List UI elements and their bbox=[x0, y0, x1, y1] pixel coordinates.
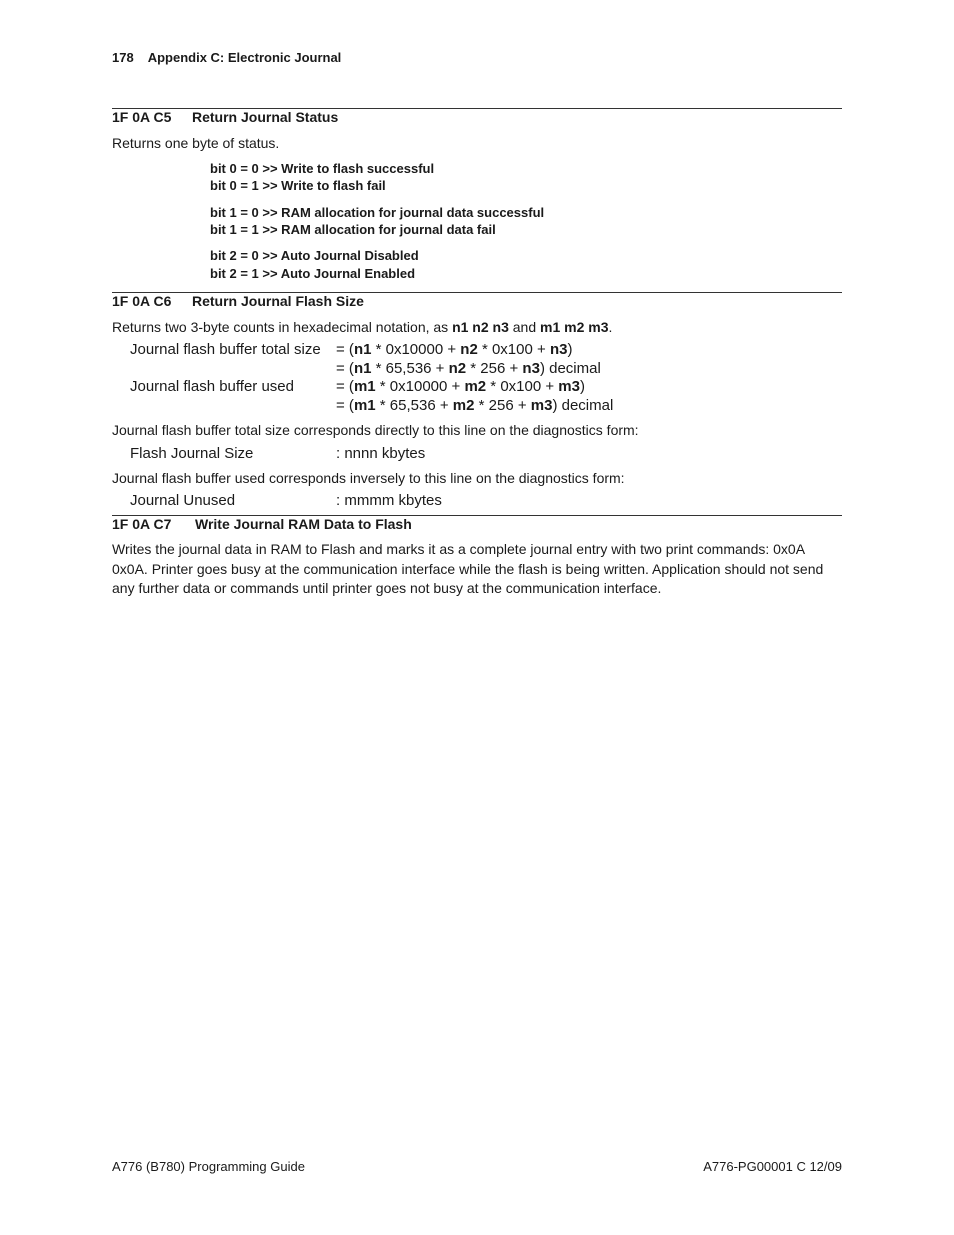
header-section: Appendix C: Electronic Journal bbox=[147, 50, 342, 65]
section-title: Return Journal Status bbox=[192, 109, 339, 125]
command-code: 1F 0A C7 bbox=[112, 516, 172, 532]
bit-status-line: bit 1 = 0 >> RAM allocation for journal data successful bbox=[210, 205, 545, 220]
bit-status-line: bit 1 = 1 >> RAM allocation for journal data fail bbox=[210, 222, 496, 237]
section-heading-c5 bbox=[112, 109, 338, 125]
section-description: Returns one byte of status. bbox=[112, 135, 280, 151]
journal-unused-label: Journal Unused bbox=[130, 492, 236, 509]
bit-status-line: bit 2 = 0 >> Auto Journal Disabled bbox=[210, 248, 419, 263]
formula-used-hex: = (m1 * 0x10000 + m2 * 0x100 + m3) bbox=[336, 378, 585, 395]
used-note: Journal flash buffer used corresponds inversely to this line on the diagnostics form: bbox=[112, 470, 625, 486]
page-number: 178 bbox=[112, 50, 134, 65]
bit-status-line: bit 0 = 1 >> Write to flash fail bbox=[210, 178, 386, 193]
section-heading-c6 bbox=[112, 293, 364, 309]
running-header bbox=[112, 50, 341, 65]
section-intro: Returns two 3-byte counts in hexadecimal notation, as n1 n2 n3 and m1 m2 m3. bbox=[112, 319, 613, 335]
footer-left: A776 (B780) Programming Guide bbox=[112, 1159, 305, 1174]
command-code: 1F 0A C6 bbox=[112, 293, 172, 309]
formula-total-decimal: = (n1 * 65,536 + n2 * 256 + n3) decimal bbox=[336, 360, 601, 377]
section-title: Return Journal Flash Size bbox=[192, 293, 364, 309]
bit-status-line: bit 0 = 0 >> Write to flash successful bbox=[210, 161, 435, 176]
footer-right: A776-PG00001 C 12/09 bbox=[703, 1159, 842, 1174]
label-used: Journal flash buffer used bbox=[130, 378, 294, 395]
section-paragraph: Writes the journal data in RAM to Flash and marks it as a complete journal entry with two print commands: 0x0A 0x0A. Printer goes busy at the communication interface while the flash is being written. Application should not send any further data or commands until printer goes not busy at the communication interface. bbox=[112, 541, 824, 596]
formula-total-hex: = (n1 * 0x10000 + n2 * 0x100 + n3) bbox=[336, 341, 573, 358]
section-title: Write Journal RAM Data to Flash bbox=[195, 516, 412, 532]
formula-used-decimal: = (m1 * 65,536 + m2 * 256 + m3) decimal bbox=[336, 397, 614, 414]
bit-status-line: bit 2 = 1 >> Auto Journal Enabled bbox=[210, 266, 416, 281]
flash-journal-label: Flash Journal Size bbox=[130, 445, 254, 462]
label-total-size: Journal flash buffer total size bbox=[130, 341, 321, 358]
command-code: 1F 0A C5 bbox=[112, 109, 172, 125]
flash-journal-value: : nnnn kbytes bbox=[336, 445, 426, 462]
total-size-note: Journal flash buffer total size corresponds directly to this line on the diagnostics form: bbox=[112, 422, 639, 438]
journal-unused-value: : mmmm kbytes bbox=[336, 492, 442, 509]
section-heading-c7 bbox=[112, 516, 412, 532]
